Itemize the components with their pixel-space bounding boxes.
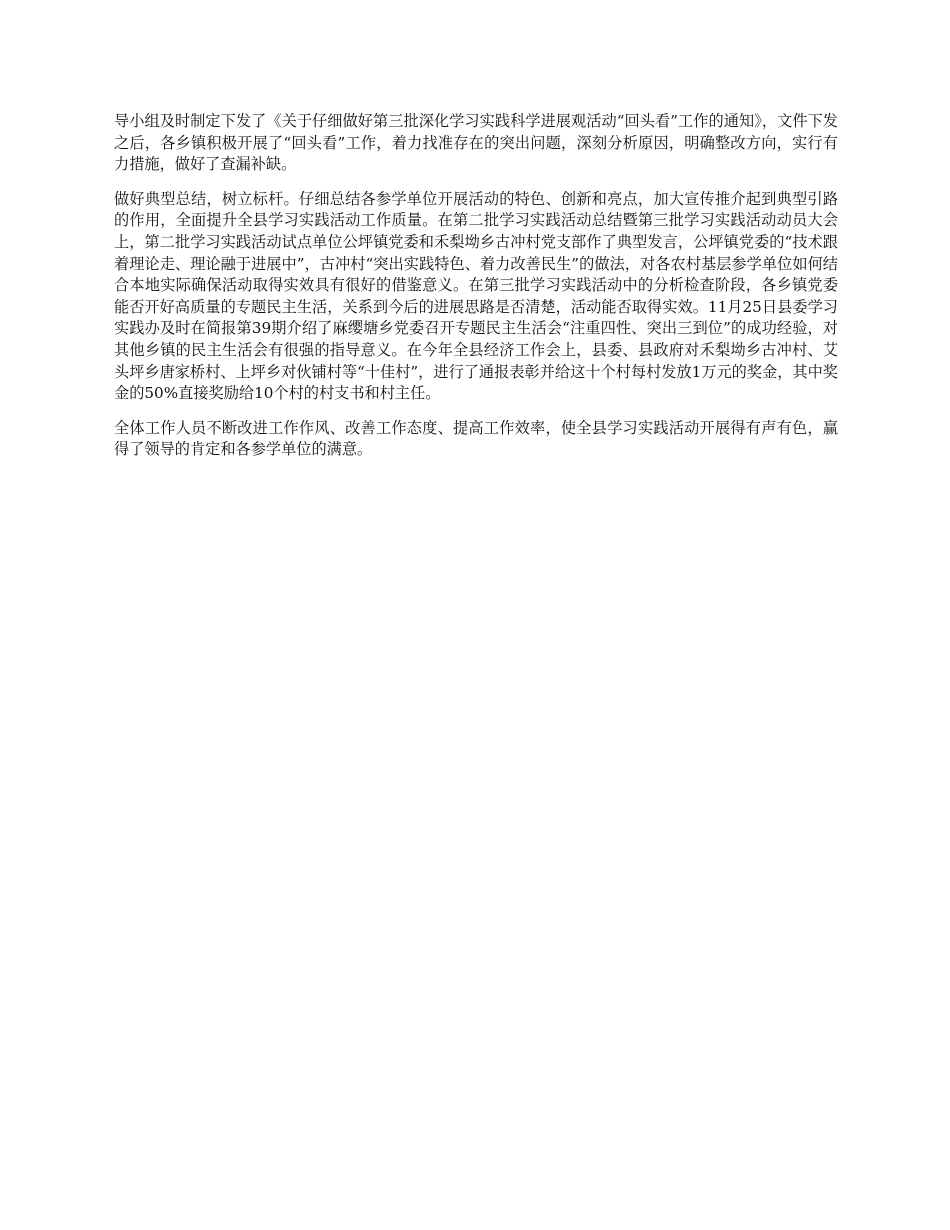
paragraph-3: 全体工作人员不断改进工作作风、改善工作态度、提高工作效率，使全县学习实践活动开展得有声有色，赢得了领导的肯定和各参学单位的满意。: [114, 418, 838, 459]
paragraph-2: 做好典型总结，树立标杆。仔细总结各参学单位开展活动的特色、创新和亮点，加大宣传推介起到典型引路的作用，全面提升全县学习实践活动工作质量。在第二批学习实践活动总结暨第三批学习实践活动动员大会上，第二批学习实践活动试点单位公坪镇党委和禾梨坳乡古冲村党支部作了典型发言，公坪镇党委的“技术跟着理论走、理论融于进展中”，古冲村“突出实践特色、着力改善民生”的做法，对各农村基层参学单位如何结合本地实际确保活动取得实效具有很好的借鉴意义。在第三批学习实践活动中的分析检查阶段，各乡镇党委能否开好高质量的专题民主生活，关系到今后的进展思路是否清楚，活动能否取得实效。11月25日县委学习实践办及时在简报第39期介绍了麻缨塘乡党委召开专题民主生活会“注重四性、突出三到位”的成功经验，对其他乡镇的民主生活会有很强的指导意义。在今年全县经济工作会上，县委、县政府对禾梨坳乡古冲村、艾头坪乡唐家桥村、上坪乡对伙铺村等“十佳村”，进行了通报表彰并给这十个村每村发放1万元的奖金，其中奖金的50%直接奖励给10个村的村支书和村主任。: [114, 189, 838, 403]
document-page: [114, 111, 838, 474]
paragraph-1: 导小组及时制定下发了《关于仔细做好第三批深化学习实践科学进展观活动“回头看”工作的通知》，文件下发之后，各乡镇积极开展了“回头看”工作，着力找准存在的突出问题，深刻分析原因，明确整改方向，实行有力措施，做好了查漏补缺。: [114, 112, 838, 174]
